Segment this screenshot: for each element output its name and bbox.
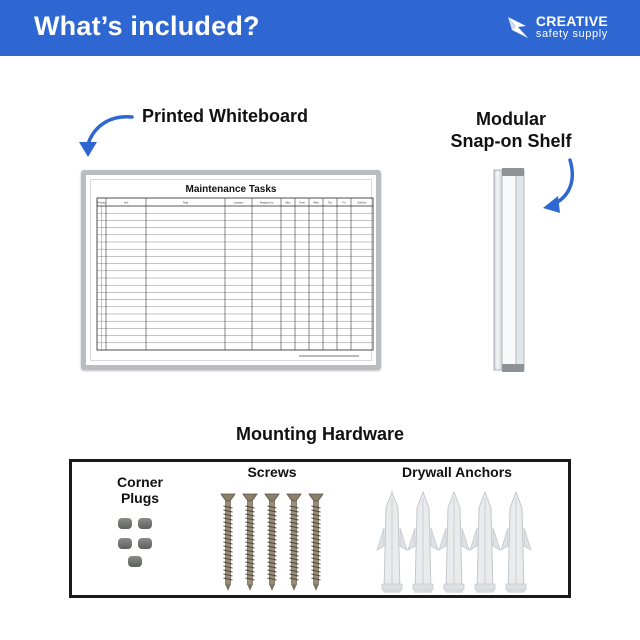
whiteboard-footer: [299, 355, 359, 357]
screw: [287, 494, 301, 591]
corner-plugs-line2: Plugs: [120, 490, 160, 506]
shelf-heading-line1: Modular: [476, 109, 546, 129]
corner-plugs-line1: Corner: [117, 474, 163, 490]
drywall-anchors: [372, 488, 542, 594]
screw: [309, 494, 323, 591]
drywall-anchor: [439, 492, 469, 592]
drywall-anchor: [377, 492, 407, 592]
grid-column-header: Unit: [123, 201, 129, 205]
brand-sub: safety supply: [535, 28, 608, 40]
grid-column-header: Priority: [97, 201, 106, 205]
screw: [243, 494, 257, 591]
printed-whiteboard: [81, 170, 381, 370]
drywall-anchor: [501, 492, 531, 592]
curved-arrow-icon: [76, 112, 136, 160]
grid-column-header: Assigned to: [259, 201, 274, 205]
page-title: What’s included?: [34, 11, 260, 41]
whiteboard-title: Maintenance Tasks: [185, 184, 277, 195]
grid-column-header: Task: [182, 201, 189, 205]
screws-label: Screws: [247, 464, 297, 480]
corner-plug: [138, 538, 152, 549]
snap-on-shelf: [490, 168, 530, 378]
hardware-heading: Mounting Hardware: [235, 424, 404, 444]
anchors-label: Drywall Anchors: [402, 464, 512, 480]
grid-column-header: Tues: [299, 201, 305, 205]
curved-arrow-icon: [540, 156, 580, 216]
grid-column-header: Wed: [313, 201, 319, 205]
grid-column-header: Location: [233, 201, 244, 205]
corner-plug: [118, 538, 132, 549]
screw: [221, 494, 235, 591]
grid-frame: [97, 198, 373, 350]
shelf-heading-line2: Snap-on Shelf: [450, 131, 572, 151]
whiteboard-task-grid: [97, 198, 373, 350]
grid-column-header: Fri: [342, 201, 346, 205]
grid-column-header: Sat/Sun: [357, 201, 367, 205]
drywall-anchor: [470, 492, 500, 592]
bird-logo-icon: [506, 14, 530, 40]
corner-plug: [128, 556, 142, 567]
hardware-box: [69, 459, 571, 598]
brand-name: CREATIVE: [535, 13, 608, 29]
corner-plug: [138, 518, 152, 529]
screw: [265, 494, 279, 591]
header-banner: [0, 0, 640, 56]
corner-plug: [118, 518, 132, 529]
whiteboard-surface: [90, 179, 372, 361]
drywall-anchor: [408, 492, 438, 592]
brand-logo: [506, 14, 608, 40]
corner-plugs-label: [98, 474, 182, 506]
grid-column-header: Thu: [327, 201, 333, 205]
shelf-heading: [436, 108, 586, 152]
screws: [212, 492, 332, 592]
grid-column-header: Mon: [285, 201, 291, 205]
whiteboard-heading: Printed Whiteboard: [142, 106, 308, 126]
